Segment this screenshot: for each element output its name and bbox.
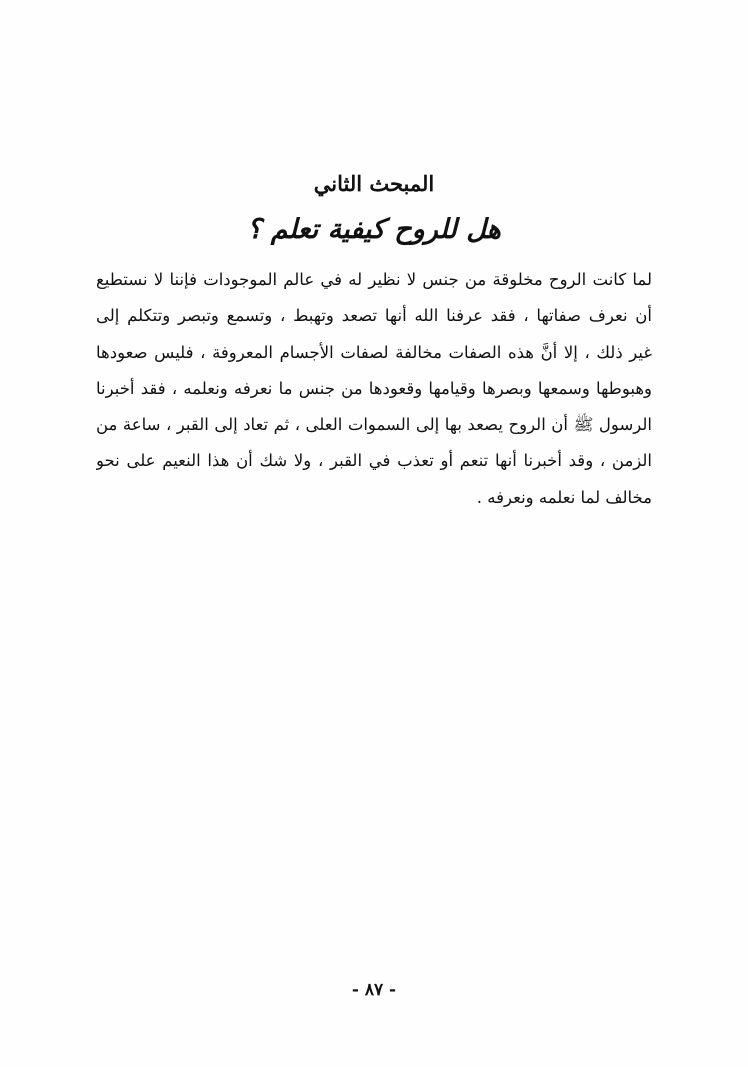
paragraph-line: الزمن ، وقد أخبرنا أنها تنعم أو تعذب في القبر ، ولا شك أن هذا النعيم على نحو bbox=[96, 451, 652, 471]
section-heading: المبحث الثاني bbox=[313, 171, 435, 196]
section-title: هل للروح كيفية تعلم ؟ bbox=[247, 214, 501, 245]
paragraph-line: وهبوطها وسمعها وبصرها وقيامها وقعودها من جنس ما نعرفه ونعلمه ، فقد أخبرنا bbox=[96, 378, 652, 398]
paragraph-line: أن نعرف صفاتها ، فقد عرفنا الله أنها تصعد وتهبط ، وتسمع وتبصر وتتكلم إلى bbox=[96, 306, 652, 326]
paragraph-line: غير ذلك ، إلا أنَّ هذه الصفات مخالفة لصفات الأجسام المعروفة ، فليس صعودها bbox=[96, 342, 652, 362]
paragraph-line: لما كانت الروح مخلوقة من جنس لا نظير له في عالم الموجودات فإننا لا نستطيع bbox=[96, 270, 652, 289]
paragraph-line: الرسول ﷺ أن الروح يصعد بها إلى السموات العلى ، ثم تعاد إلى القبر ، ساعة من bbox=[96, 415, 652, 435]
paragraph-line: مخالف لما نعلمه ونعرفه . bbox=[476, 487, 652, 507]
page-number: - ٨٧ - bbox=[351, 980, 397, 1000]
paragraph bbox=[96, 262, 652, 516]
